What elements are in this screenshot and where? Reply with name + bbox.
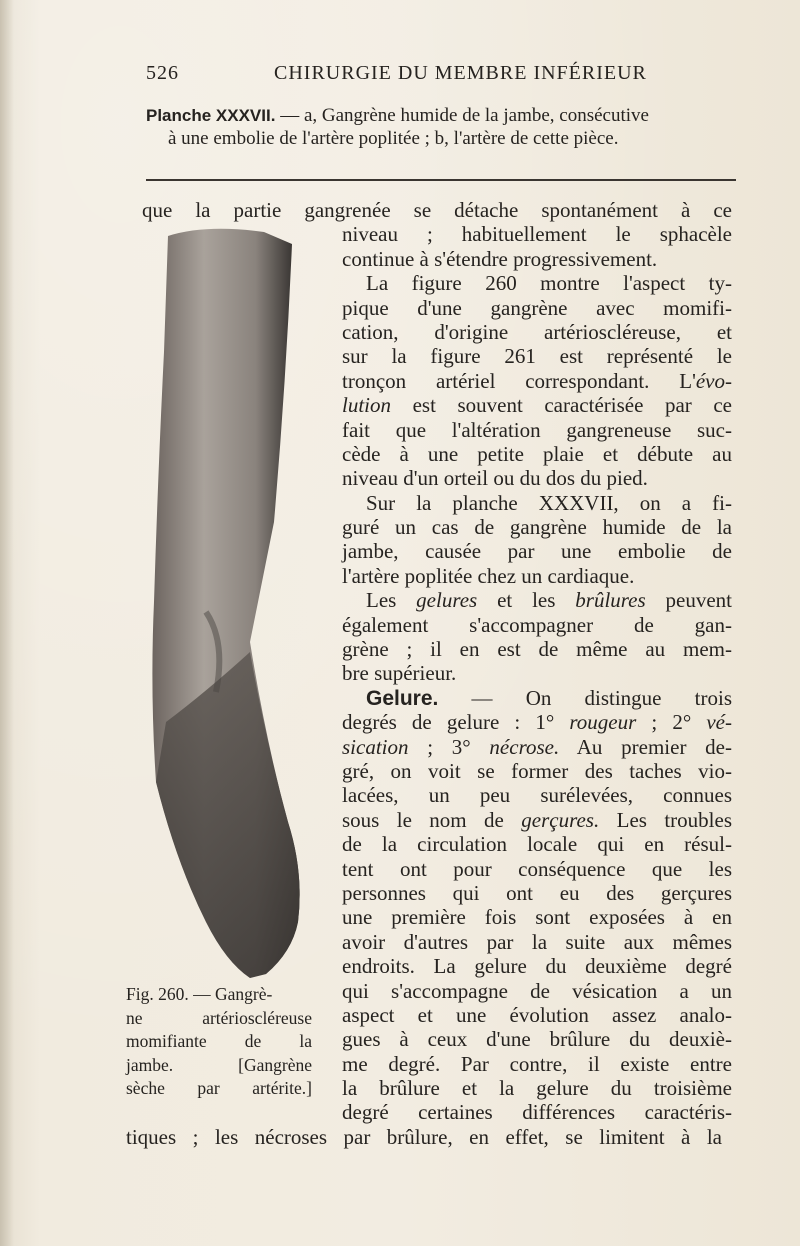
text-italic: évo- xyxy=(695,368,732,393)
caption-rule xyxy=(146,179,736,181)
text-italic: brûlures xyxy=(575,588,646,613)
text-span: sous le nom de xyxy=(342,807,522,832)
text-line: personnes qui ont eu des gerçures xyxy=(342,880,732,905)
text-span: Les troubles xyxy=(599,807,732,832)
text-line: tiques ; les nécroses par brûlure, en effet, se limitent à la xyxy=(126,1124,722,1149)
text-line: grène ; il en est de même au mem- xyxy=(342,637,732,662)
text-span: tronçon artériel correspondant. L' xyxy=(342,368,696,393)
text-line: fait que l'altération gangreneuse suc- xyxy=(342,417,732,442)
running-head-title: CHIRURGIE DU MEMBRE INFÉRIEUR xyxy=(274,62,647,84)
text-line: une première fois sont exposées à en xyxy=(342,905,732,930)
text-line: niveau ; habituellement le sphacèle xyxy=(342,222,732,247)
text-italic: gelures xyxy=(416,588,478,613)
text-italic: gerçures. xyxy=(521,807,600,832)
body-text xyxy=(126,198,733,1149)
page-gutter-shadow xyxy=(0,0,14,1246)
text-line xyxy=(342,735,732,759)
text-line: niveau d'un orteil ou du dos du pied. xyxy=(342,466,648,491)
text-line xyxy=(342,393,732,417)
text-italic: sication xyxy=(342,734,409,759)
text-line: cède à une petite plaie et débute au xyxy=(342,441,732,466)
text-italic: rougeur xyxy=(569,710,637,735)
text-span: ; 2° xyxy=(636,710,707,735)
text-line: endroits. La gelure du deuxième degré xyxy=(342,954,732,979)
text-line xyxy=(342,588,732,612)
text-line: l'artère poplitée chez un cardiaque. xyxy=(342,563,635,588)
text-span: degrés de gelure : 1° xyxy=(342,710,570,735)
text-line xyxy=(342,686,732,710)
text-italic: vé- xyxy=(706,710,732,735)
text-span: ; 3° xyxy=(408,734,490,759)
text-line: que la partie gangrenée se détache spontanément à ce xyxy=(142,198,732,222)
text-line: bre supérieur. xyxy=(342,661,457,686)
figure-caption-line: jambe. [Gangrène xyxy=(126,1054,312,1075)
text-span: — On distingue trois xyxy=(438,685,732,710)
text-line: tent ont pour conséquence que les xyxy=(342,856,732,881)
text-italic: lution xyxy=(342,393,392,418)
text-line: sur la figure 261 est représenté le xyxy=(342,344,732,369)
section-heading: Gelure. xyxy=(366,686,439,710)
text-span: peuvent xyxy=(645,588,732,613)
text-line: gues à ceux d'une brûlure du deuxiè- xyxy=(342,1027,732,1052)
text-line: cation, d'origine artérioscléreuse, et xyxy=(342,319,732,344)
text-line: également s'accompagner de gan- xyxy=(342,612,732,637)
page-number: 526 xyxy=(146,62,179,84)
plate-caption-line1: — a, Gangrène humide de la jambe, consécutive xyxy=(275,105,649,126)
text-line: avoir d'autres par la suite aux mêmes xyxy=(342,929,732,954)
text-line: degré certaines différences caractéris- xyxy=(342,1100,732,1125)
text-line: jambe, causée par une embolie de xyxy=(342,539,732,564)
text-line: aspect et une évolution assez analo- xyxy=(342,1002,732,1027)
text-span: Au premier de- xyxy=(559,734,733,759)
text-line: lacées, un peu surélevées, connues xyxy=(342,783,732,808)
text-line: la brûlure et la gelure du troisième xyxy=(342,1076,732,1101)
text-line: La figure 260 montre l'aspect ty- xyxy=(366,271,732,296)
running-head xyxy=(146,62,726,92)
text-line: gré, on voit se former des taches vio- xyxy=(342,758,732,783)
plate-caption-line2: à une embolie de l'artère poplitée ; b, l'artère de cette pièce. xyxy=(168,128,619,149)
text-span: Les xyxy=(366,588,417,613)
text-line: qui s'accompagne de vésication a un xyxy=(342,978,732,1003)
text-line xyxy=(342,808,732,832)
text-line: guré un cas de gangrène humide de la xyxy=(342,515,732,540)
text-line: continue à s'étendre progressivement. xyxy=(342,246,658,271)
text-line xyxy=(342,710,732,734)
text-line xyxy=(342,369,732,393)
figure-caption-line: sèche par artérite.] xyxy=(126,1078,312,1099)
text-line: Sur la planche XXXVII, on a fi- xyxy=(366,490,732,515)
figure-caption-line: momifiante de la xyxy=(126,1031,312,1052)
text-line: pique d'une gangrène avec momifi- xyxy=(342,295,732,320)
text-line: me degré. Par contre, il existe entre xyxy=(342,1051,732,1076)
text-span: est souvent caractérisée par ce xyxy=(391,393,732,418)
plate-caption xyxy=(146,104,740,150)
plate-label: Planche XXXVII. xyxy=(146,106,276,125)
figure-caption-line: Fig. 260. — Gangrè- xyxy=(126,984,273,1004)
figure-caption-line: ne artérioscléreuse xyxy=(126,1007,312,1028)
text-line: de la circulation locale qui en résul- xyxy=(342,832,732,857)
text-italic: nécrose. xyxy=(489,734,560,759)
text-span: et les xyxy=(477,588,576,613)
